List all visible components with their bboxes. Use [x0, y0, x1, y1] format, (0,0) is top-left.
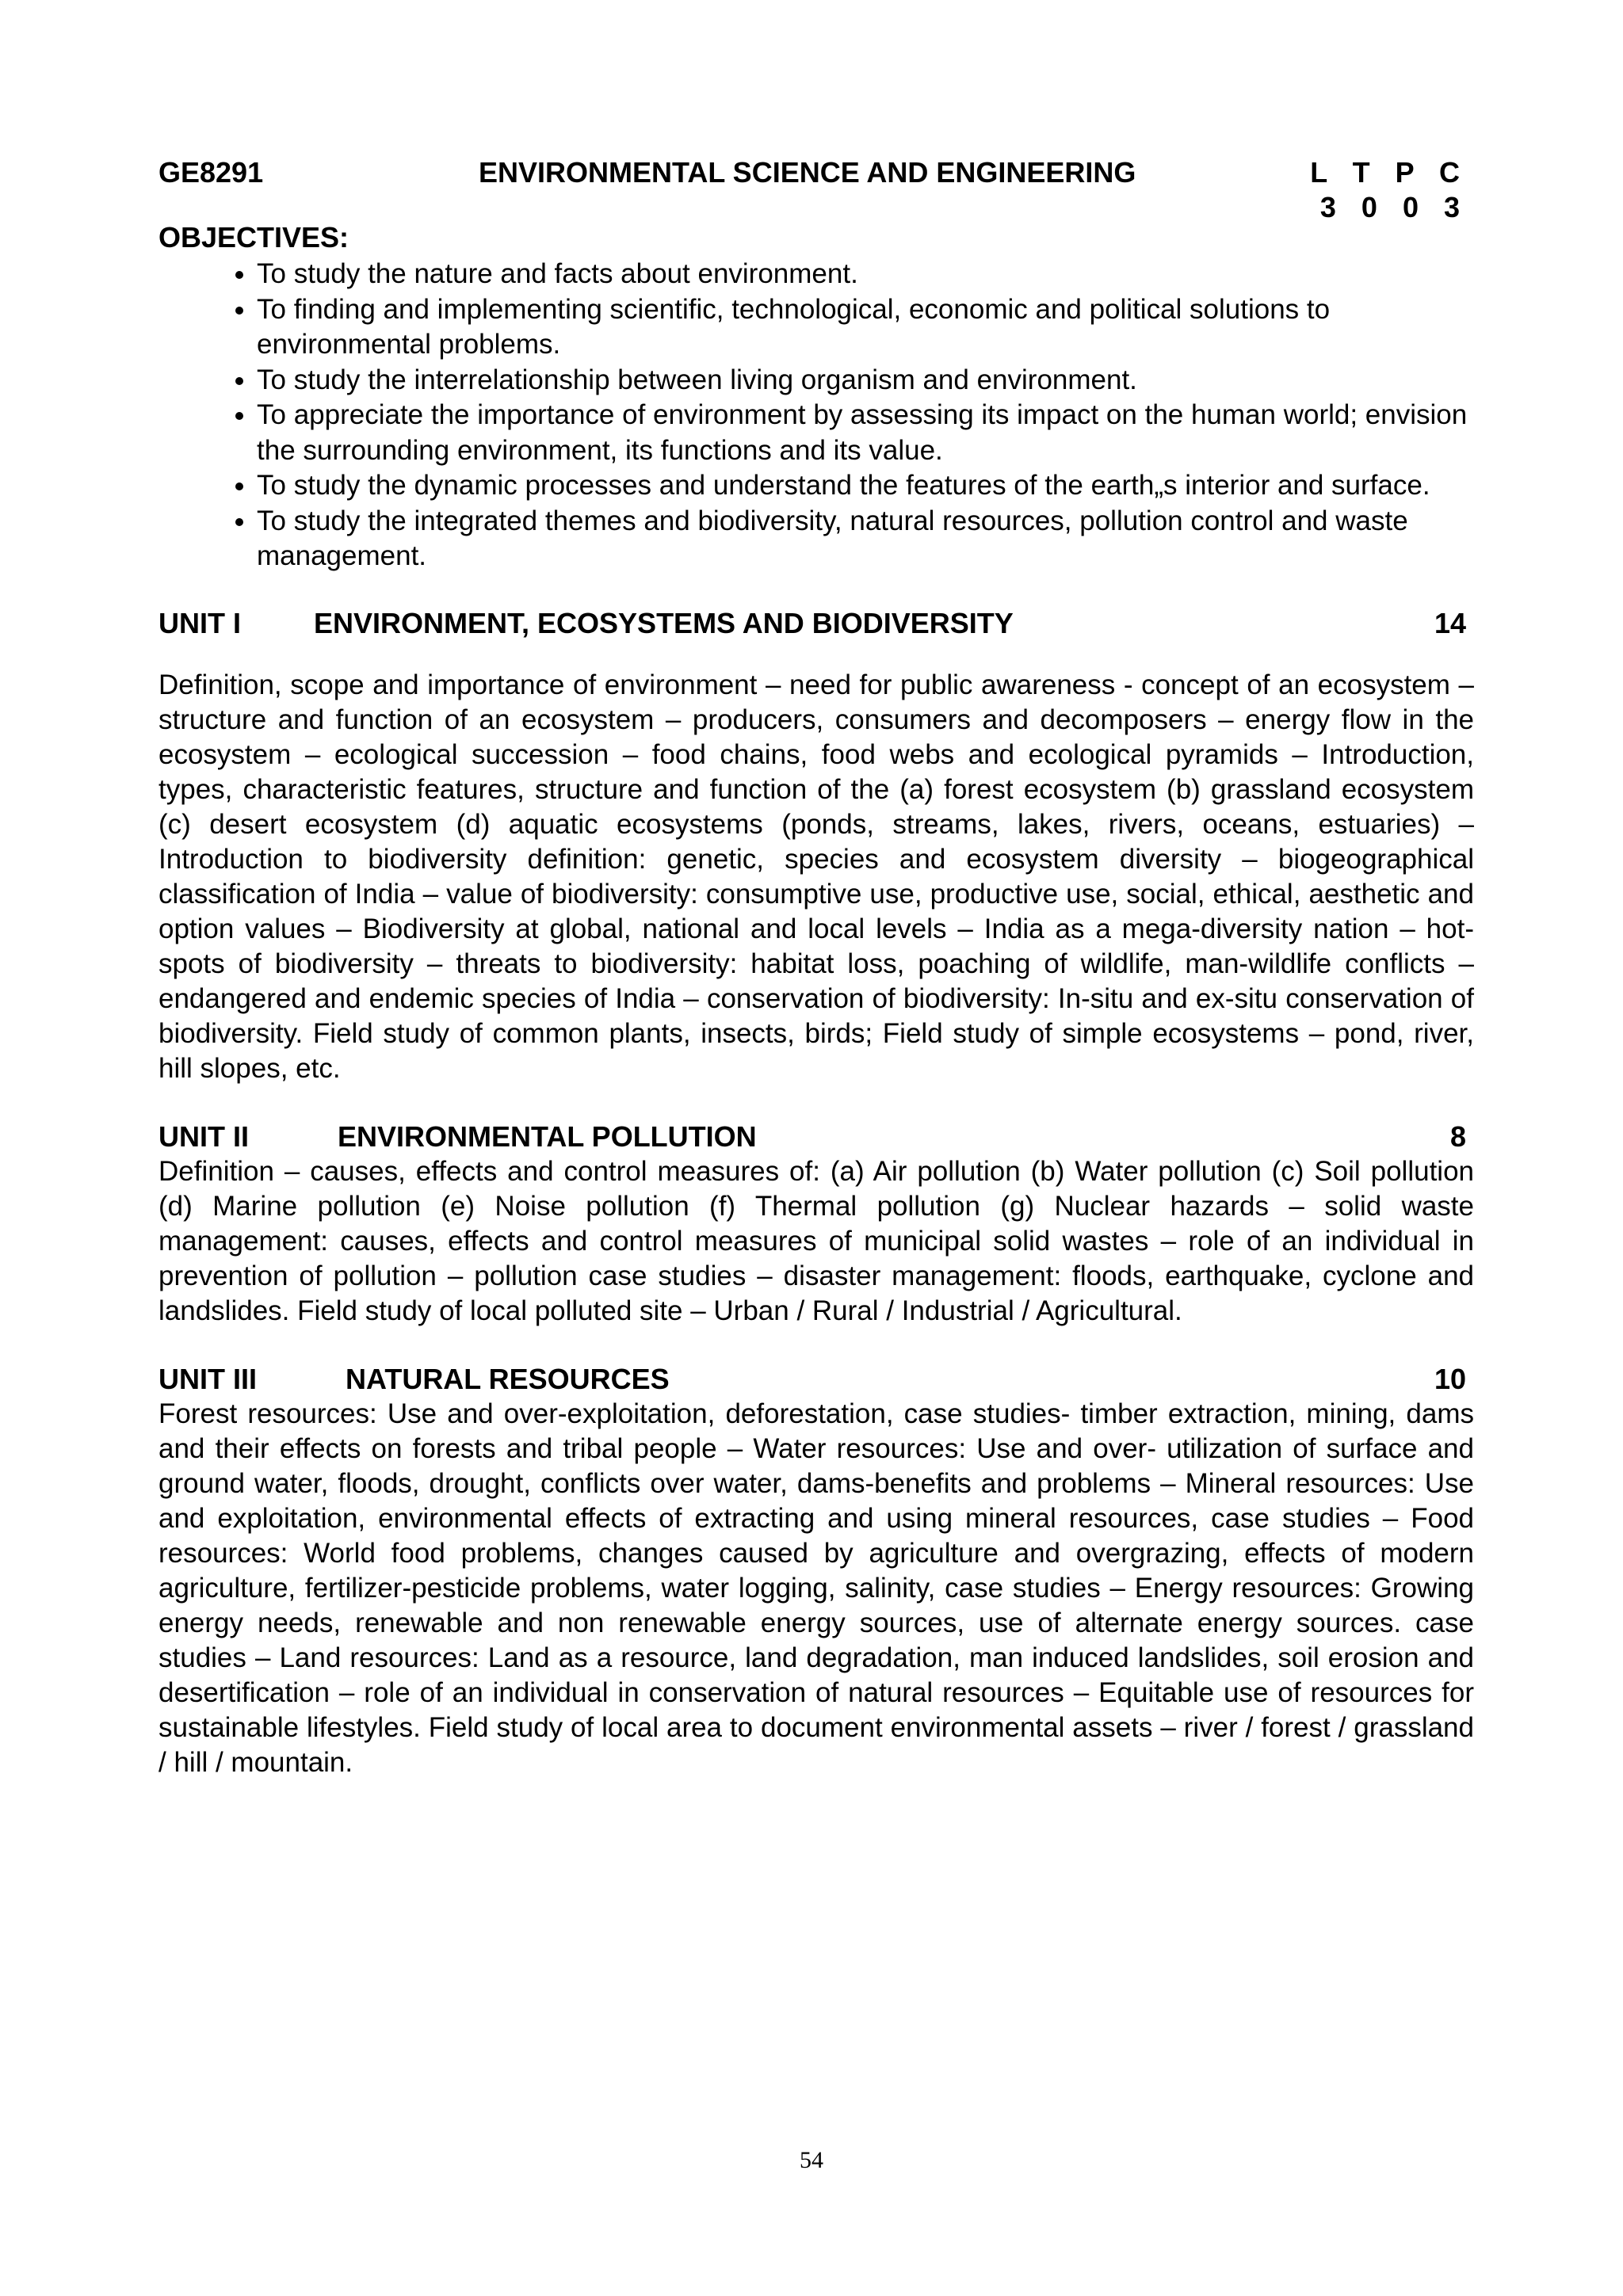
objectives-heading: OBJECTIVES: — [158, 221, 349, 254]
unit-1-description: Definition, scope and importance of environment – need for public awareness - concept of an ecosystem – structure and function of an ecosystem – producers, consumers and decomposers – energy flow in the ecosystem – ecological succession – food chains, food webs and ecological pyramids – Introduction, types, characteristic features, structure and function of the (a) forest ecosystem (b) grassland ecosystem (c) desert ecosystem (d) aquatic ecosystems (ponds, streams, lakes, rivers, oceans, estuaries) – Introduction to biodiversity definition: genetic, species and ecosystem diversity – biogeographical classification of India – value of biodiversity: consumptive use, productive use, social, ethical, aesthetic and option values – Biodiversity at global, national and local levels – India as a mega-diversity nation – hot-spots of biodiversity – threats to biodiversity: habitat loss, poaching of wildlife, man-wildlife conflicts – endangered and endemic species of India – conservation of biodiversity: In-situ and ex-situ conservation of biodiversity. Field study of common plants, insects, birds; Field study of simple ecosystems – pond, river, hill slopes, etc. — [158, 669, 1474, 1084]
objective-item: • To appreciate the importance of environment by assessing its impact on the human world; envision the surrounding environment, its functions and its value. — [257, 398, 1474, 468]
unit-3-description: Forest resources: Use and over-exploitation, deforestation, case studies- timber extraction, mining, dams and their effects on forests and tribal people – Water resources: Use and over- utilization of surface and ground water, floods, drought, conflicts over water, dams-benefits and problems – Mineral resources: Use and exploitation, environmental effects of extracting and using mineral resources, case studies – Food resources: World food problems, changes caused by agriculture and overgrazing, effects of modern agriculture, fertilizer-pesticide problems, water logging, salinity, case studies – Energy resources: Growing energy needs, renewable and non renewable energy sources, use of alternate energy sources. case studies – Land resources: Land as a resource, land degradation, man induced landslides, soil erosion and desertification – role of an individual in conservation of natural resources – Equitable use of resources for sustainable lifestyles. Field study of local area to document environmental assets – river / forest / grassland / hill / mountain. — [158, 1398, 1474, 1778]
ltpc-block — [1310, 155, 1466, 225]
ltpc-labels: L T P C — [1310, 156, 1466, 189]
unit-2-heading — [158, 1119, 1474, 1154]
ltpc-values: 3 0 0 3 — [1319, 191, 1466, 223]
unit-3-heading — [158, 1362, 1474, 1397]
unit-3-label: UNIT III — [158, 1362, 257, 1395]
course-header — [158, 155, 1474, 223]
page-number: 54 — [800, 2147, 823, 2173]
unit-2-title: ENVIRONMENTAL POLLUTION — [338, 1119, 757, 1153]
objectives-list — [158, 257, 1474, 574]
objective-item: • To study the interrelationship between living organism and environment. — [257, 363, 1474, 399]
syllabus-page — [158, 155, 1474, 1780]
objective-item: • To finding and implementing scientific, technological, economic and political solutions to environmental problems. — [257, 292, 1474, 363]
unit-1-title: ENVIRONMENT, ECOSYSTEMS AND BIODIVERSITY — [314, 606, 1014, 639]
unit-2-description: Definition – causes, effects and control measures of: (a) Air pollution (b) Water pollution (c) Soil pollution (d) Marine pollution (e) Noise pollution (f) Thermal pollution (g) Nuclear hazards – solid waste management: causes, effects and control measures of municipal solid wastes – role of an individual in prevention of pollution – pollution case studies – disaster management: floods, earthquake, cyclone and landslides. Field study of local polluted site – Urban / Rural / Industrial / Agricultural. — [158, 1155, 1474, 1326]
unit-2-label: UNIT II — [158, 1119, 249, 1153]
course-code: GE8291 — [158, 156, 264, 189]
unit-3-hours: 10 — [1434, 1362, 1466, 1395]
objective-item: • To study the integrated themes and biodiversity, natural resources, pollution control and waste management. — [257, 504, 1474, 574]
unit-1-hours: 14 — [1434, 606, 1466, 639]
unit-1-heading — [158, 606, 1474, 641]
unit-2-hours: 8 — [1449, 1119, 1466, 1153]
unit-3-title: NATURAL RESOURCES — [346, 1362, 670, 1395]
objective-item: • To study the dynamic processes and understand the features of the earth„s interior and surface. — [257, 468, 1474, 504]
course-title: ENVIRONMENTAL SCIENCE AND ENGINEERING — [479, 156, 1136, 189]
objective-item: • To study the nature and facts about environment. — [257, 257, 1474, 292]
unit-1-label: UNIT I — [158, 606, 241, 639]
